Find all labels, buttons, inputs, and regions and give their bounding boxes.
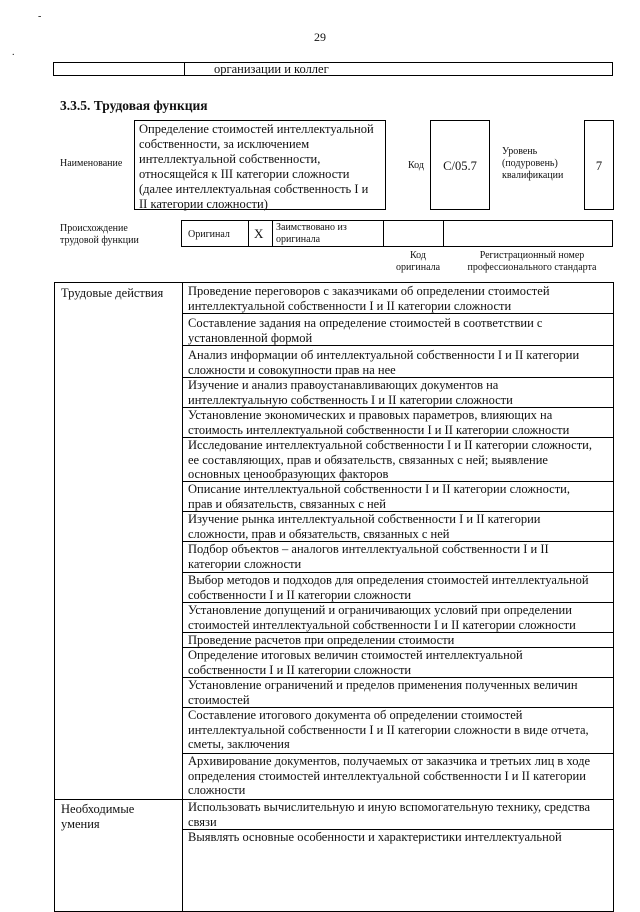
- labor-action-item: [188, 316, 612, 345]
- borrowed-label-line: оригинала: [276, 234, 321, 245]
- labor-action-line: Установление экономических и правовых параметров, влияющих на: [188, 408, 553, 422]
- labor-action-line: Выбор методов и подходов для определения стоимостей интеллектуальной: [188, 573, 589, 587]
- skill-line: Выявлять основные особенности и характеристики интеллектуальной: [188, 830, 562, 844]
- reg-number-label: [452, 250, 612, 274]
- code-original-line: Код: [410, 250, 426, 261]
- labor-action-line: интеллектуальной собственности I и II категории сложности в виде отчета,: [188, 722, 589, 737]
- labor-action-line: стоимостей: [188, 692, 250, 707]
- labor-action-item: [188, 438, 612, 482]
- labor-action-line: интеллектуальную собственность I и II категории сложности: [188, 392, 513, 407]
- code-original-label: [388, 250, 448, 274]
- reg-number-line: Регистрационный номер: [479, 250, 585, 261]
- labor-action-line: интеллектуальной собственности I и II категории сложности: [188, 298, 512, 313]
- labor-action-line: стоимостей интеллектуальной собственности I и II категории сложности: [188, 617, 576, 632]
- labor-action-line: Изучение рынка интеллектуальной собственности I и II категории: [188, 512, 541, 526]
- labor-action-line: определения стоимостей интеллектуальной собственности I и II категории: [188, 768, 586, 783]
- origin-label-line: Происхождение: [60, 223, 128, 234]
- labor-action-line: сметы, заключения: [188, 737, 290, 751]
- labor-action-line: Составление итогового документа об определении стоимостей: [188, 708, 523, 722]
- labor-action-line: Установление ограничений и пределов применения полученных величин: [188, 678, 578, 692]
- level-label-line: квалификации: [502, 170, 564, 181]
- level-label: [502, 146, 578, 182]
- labor-action-line: Исследование интеллектуальной собственности I и II категории сложности,: [188, 438, 592, 452]
- labor-action-line: Определение итоговых величин стоимостей интеллектуальной: [188, 648, 523, 662]
- name-label: Наименование: [60, 158, 123, 169]
- labor-action-line: Подбор объектов – аналогов интеллектуальной собственности I и II: [188, 542, 549, 556]
- labor-action-line: собственности I и II категории сложности: [188, 662, 412, 677]
- origin-label-line: трудовой функции: [60, 235, 139, 246]
- skill-line: Использовать вычислительную и иную вспомогательную технику, средства: [188, 800, 591, 814]
- function-name-line: (далее интеллектуальная собственность I и: [139, 182, 369, 196]
- labor-action-line: установленной формой: [188, 330, 313, 345]
- labor-action-item: [188, 542, 612, 571]
- skills-label-line: умения: [61, 816, 100, 831]
- original-mark: X: [254, 226, 264, 241]
- labor-action-line: Проведение расчетов при определении стоимости: [188, 633, 455, 647]
- labor-action-line: Установление допущений и ограничивающих условий при определении: [188, 603, 572, 617]
- labor-action-item: [188, 512, 612, 541]
- labor-action-line: Описание интеллектуальной собственности I и II категории сложности,: [188, 482, 571, 496]
- origin-label: [60, 223, 139, 247]
- skill-line: связи: [188, 814, 217, 829]
- page-number: 29: [314, 30, 326, 44]
- function-name-line: относящейся к III категории сложности: [139, 167, 350, 181]
- function-name-line: II категории сложности): [139, 197, 268, 211]
- labor-action-item: [188, 378, 612, 407]
- function-name-line: интеллектуальной собственности,: [139, 152, 321, 166]
- labor-action-item: [188, 648, 612, 677]
- skills-label: [61, 802, 134, 831]
- labor-action-line: собственности I и II категории сложности: [188, 587, 412, 602]
- labor-function-table: [54, 282, 614, 912]
- labor-action-line: сложности и совокупности прав на нее: [188, 362, 396, 377]
- level-label-line: (подуровень): [502, 158, 558, 169]
- original-label: Оригинал: [188, 229, 230, 240]
- level-label-line: Уровень: [502, 146, 538, 157]
- labor-actions-label: Трудовые действия: [61, 286, 164, 300]
- labor-action-item: [188, 284, 612, 313]
- level-value: 7: [584, 120, 614, 210]
- skill-item: [188, 830, 612, 845]
- labor-action-item: [188, 603, 612, 632]
- labor-action-line: Архивирование документов, получаемых от заказчика и третьих лиц в ходе: [188, 754, 591, 768]
- labor-action-line: Изучение и анализ правоустанавливающих документов на: [188, 378, 499, 392]
- labor-action-item: [188, 754, 612, 798]
- labor-action-line: Составление задания на определение стоимостей в соответствии с: [188, 316, 543, 330]
- margin-dot-mark: .: [12, 47, 15, 58]
- labor-action-item: [188, 348, 612, 377]
- reg-number-line: профессионального стандарта: [467, 262, 597, 273]
- labor-action-line: Анализ информации об интеллектуальной собственности I и II категории: [188, 348, 580, 362]
- labor-action-item: [188, 708, 612, 752]
- labor-action-item: [188, 633, 612, 648]
- code-original-line: оригинала: [395, 262, 441, 273]
- labor-action-line: основных ценообразующих факторов: [188, 467, 389, 481]
- section-title: 3.3.5. Трудовая функция: [60, 98, 208, 113]
- function-name-line: Определение стоимостей интеллектуальной: [139, 122, 374, 136]
- labor-action-item: [188, 678, 612, 707]
- function-name-box: [134, 120, 386, 210]
- labor-action-line: ее составляющих, прав и обязательств, связанных с ней; выявление: [188, 452, 548, 467]
- labor-action-line: Проведение переговоров с заказчиками об определении стоимостей: [188, 284, 550, 298]
- function-name-line: собственности, за исключением: [139, 137, 310, 151]
- skill-item: [188, 800, 612, 829]
- labor-action-line: сложности: [188, 783, 246, 797]
- continuation-table: [53, 62, 613, 76]
- skills-label-line: Необходимые: [61, 802, 135, 816]
- labor-action-item: [188, 573, 612, 602]
- borrowed-label: [276, 222, 347, 246]
- labor-action-item: [188, 408, 612, 437]
- borrowed-label-line: Заимствовано из: [276, 222, 347, 233]
- labor-action-line: стоимость интеллектуальной собственности I и II категории сложности: [188, 422, 570, 437]
- labor-action-item: [188, 482, 612, 511]
- margin-dash-mark: -: [38, 11, 42, 22]
- code-label: Код: [408, 160, 424, 171]
- code-value: C/05.7: [430, 120, 490, 210]
- origin-table: [181, 220, 613, 247]
- labor-action-line: прав и обязательств, связанных с ней: [188, 496, 386, 511]
- labor-action-line: сложности, прав и обязательств, связанных с ней: [188, 526, 450, 541]
- labor-action-line: категории сложности: [188, 556, 302, 571]
- continuation-text: организации и коллег: [214, 62, 329, 76]
